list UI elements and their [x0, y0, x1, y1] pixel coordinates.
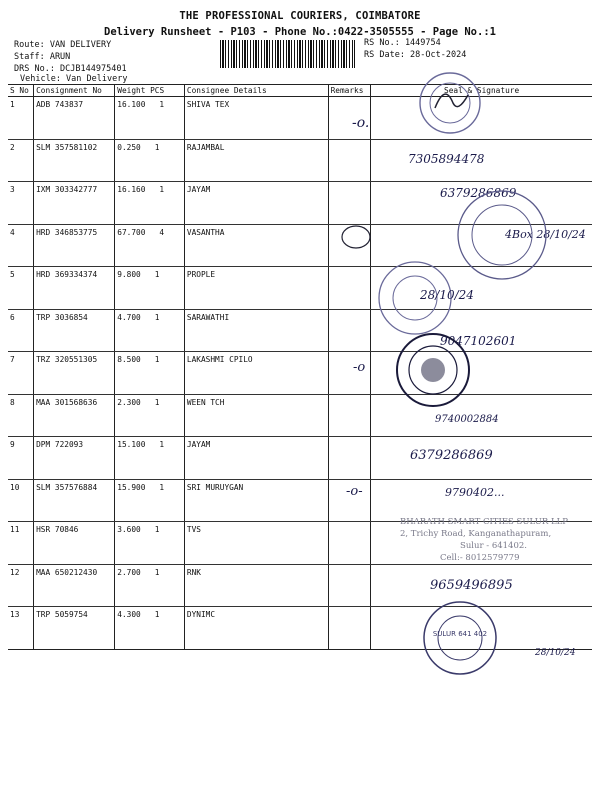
cell-consignment-no: HRD 369334374: [34, 267, 115, 310]
cell-pcs: 1: [159, 482, 165, 492]
cell-weight-pcs: [115, 607, 185, 650]
handwriting-row6: 28/10/24: [420, 288, 474, 302]
cell-pcs: 1: [154, 397, 160, 407]
company-stamp-row11: BHARATH SMART CITIES SULUR LLP 2, Trichy Road, Kanganathapuram, Sulur - 641402. Cell:- 8012579779: [400, 517, 568, 563]
cell-remarks: [328, 139, 371, 182]
seal-text-row13: SULUR 641 402: [432, 630, 488, 638]
cell-consignee: WEEN TCH: [184, 394, 328, 437]
cell-consignee: JAYAM: [184, 437, 328, 480]
cell-pcs: 1: [154, 312, 160, 322]
cell-weight: 9.800: [117, 270, 141, 279]
cell-pcs: 1: [154, 270, 160, 279]
cell-weight: 4.700: [117, 312, 141, 322]
handwriting-row12: 9659496895: [430, 578, 513, 593]
cell-consignee: LAKASHMI CPILO: [184, 352, 328, 395]
cell-weight-pcs: [115, 139, 185, 182]
cell-weight-pcs: [115, 97, 185, 140]
cell-remarks: [328, 564, 371, 607]
cell-consignee: TVS: [184, 522, 328, 565]
cell-consignee: SRI MURUYGAN: [184, 479, 328, 522]
cell-remarks: [328, 522, 371, 565]
table-row: [8, 394, 592, 437]
cell-weight: 16.100: [117, 100, 146, 109]
cell-consignee: RNK: [184, 564, 328, 607]
cell-sno: 11: [8, 522, 34, 565]
cell-consignee: RAJAMBAL: [184, 139, 328, 182]
vehicle-label: Vehicle: Van Delivery: [20, 74, 128, 84]
cell-weight-pcs: [115, 224, 185, 267]
rs-number: RS No.: 1449754: [364, 38, 441, 48]
handwriting-row8: 9740002884: [435, 414, 499, 425]
cell-sno: 1: [8, 97, 34, 140]
remark-mark-row7: -o: [353, 360, 366, 375]
col-header-consignee: Consignee Details: [184, 85, 328, 97]
cell-weight-pcs: [115, 437, 185, 480]
cell-weight: 3.600: [117, 525, 141, 534]
runsheet-table: [8, 84, 592, 650]
handwriting-row13: 28/10/24: [535, 648, 576, 658]
cell-pcs: 1: [154, 610, 160, 619]
cell-pcs: 1: [154, 567, 160, 577]
cell-weight: 8.500: [117, 355, 141, 364]
cell-weight-pcs: [115, 564, 185, 607]
round-seal-row13: [420, 598, 500, 678]
cell-sno: 10: [8, 479, 34, 522]
cell-consignment-no: MAA 301568636: [34, 394, 115, 437]
cell-pcs: 1: [154, 142, 160, 152]
col-header-weight-pcs: Weight PCS: [115, 85, 185, 97]
cell-consignment-no: MAA 650212430: [34, 564, 115, 607]
cell-consignee: SARAWATHI: [184, 309, 328, 352]
cell-weight: 2.300: [117, 397, 141, 407]
cell-sno: 3: [8, 182, 34, 225]
cell-pcs: 1: [154, 525, 160, 534]
cell-consignee: JAYAM: [184, 182, 328, 225]
cell-weight: 15.100: [117, 440, 146, 449]
cell-pcs: 1: [159, 100, 165, 109]
table-row: [8, 352, 592, 395]
round-seal-row4: [455, 188, 550, 283]
cell-consignment-no: IXM 303342777: [34, 182, 115, 225]
cell-sno: 2: [8, 139, 34, 182]
cell-pcs: 4: [159, 227, 165, 237]
cell-weight: 0.250: [117, 142, 141, 152]
handwriting-row10: 9790402...: [445, 486, 505, 499]
cell-weight: 16.160: [117, 185, 146, 194]
company-title: THE PROFESSIONAL COURIERS, COIMBATORE: [179, 10, 421, 22]
cell-consignment-no: TRP 5059754: [34, 607, 115, 650]
cell-weight-pcs: [115, 267, 185, 310]
cell-consignment-no: HSR 70846: [34, 522, 115, 565]
cell-consignment-no: SLM 357576884: [34, 479, 115, 522]
cell-sno: 7: [8, 352, 34, 395]
cell-consignee: SHIVA TEX: [184, 97, 328, 140]
cell-remarks: [328, 267, 371, 310]
cell-weight-pcs: [115, 309, 185, 352]
cell-consignee: PROPLE: [184, 267, 328, 310]
cell-weight: 4.300: [117, 610, 141, 619]
cell-weight-pcs: [115, 352, 185, 395]
handwriting-row2: 7305894478: [408, 152, 485, 166]
cell-remarks: [328, 394, 371, 437]
handwriting-row6b: 9047102601: [440, 334, 517, 348]
cell-remarks: [328, 309, 371, 352]
cell-consignment-no: ADB 743837: [34, 97, 115, 140]
handwriting-row3: 6379286869: [440, 186, 517, 200]
barcode: [220, 40, 355, 68]
cell-weight-pcs: [115, 394, 185, 437]
remark-mark-row1: -o.: [352, 115, 370, 131]
cell-weight-pcs: [115, 522, 185, 565]
cell-sno: 9: [8, 437, 34, 480]
cell-weight-pcs: [115, 182, 185, 225]
cell-weight: 67.700: [117, 227, 146, 237]
cell-sno: 5: [8, 267, 34, 310]
handwriting-row4: 4Box 28/10/24: [505, 228, 586, 241]
round-seal-row7: [393, 330, 473, 410]
cell-sno: 4: [8, 224, 34, 267]
cell-consignment-no: HRD 346853775: [34, 224, 115, 267]
cell-sno: 8: [8, 394, 34, 437]
cell-remarks: [328, 437, 371, 480]
cell-weight: 15.900: [117, 482, 146, 492]
cell-weight-pcs: [115, 479, 185, 522]
col-header-consignment: Consignment No: [34, 85, 115, 97]
table-row: [8, 607, 592, 650]
staff-label: Staff: ARUN: [14, 52, 71, 62]
route-label: Route: VAN DELIVERY: [14, 40, 112, 50]
cell-remarks: [328, 182, 371, 225]
cell-pcs: 1: [154, 355, 160, 364]
cell-consignment-no: SLM 357581102: [34, 139, 115, 182]
col-header-seal-signature: Seal & Signature: [371, 85, 592, 97]
cell-consignment-no: DPM 722093: [34, 437, 115, 480]
remark-mark-row10: -o-: [346, 484, 363, 499]
cell-consignment-no: TRZ 320551305: [34, 352, 115, 395]
round-seal-row1: [395, 68, 505, 138]
cell-sno: 13: [8, 607, 34, 650]
runsheet-subtitle: Delivery Runsheet - P103 - Phone No.:0422-3505555 - Page No.:1: [104, 26, 496, 38]
cell-pcs: 1: [159, 185, 165, 194]
cell-consignee: DYNIMC: [184, 607, 328, 650]
cell-consignee: VASANTHA: [184, 224, 328, 267]
cell-consignment-no: TRP 3036854: [34, 309, 115, 352]
remark-circle-row4: [338, 222, 378, 252]
cell-weight: 2.700: [117, 567, 141, 577]
cell-pcs: 1: [159, 440, 165, 449]
drs-number: DRS No.: DCJB144975401: [14, 64, 127, 74]
table-row: [8, 437, 592, 480]
cell-remarks: [328, 607, 371, 650]
handwriting-row9: 6379286869: [410, 448, 493, 463]
table-row: [8, 139, 592, 182]
rs-date: RS Date: 28-Oct-2024: [364, 50, 467, 60]
col-header-remarks: Remarks: [328, 85, 371, 97]
cell-sno: 12: [8, 564, 34, 607]
col-header-sno: S No: [8, 85, 34, 97]
cell-sno: 6: [8, 309, 34, 352]
